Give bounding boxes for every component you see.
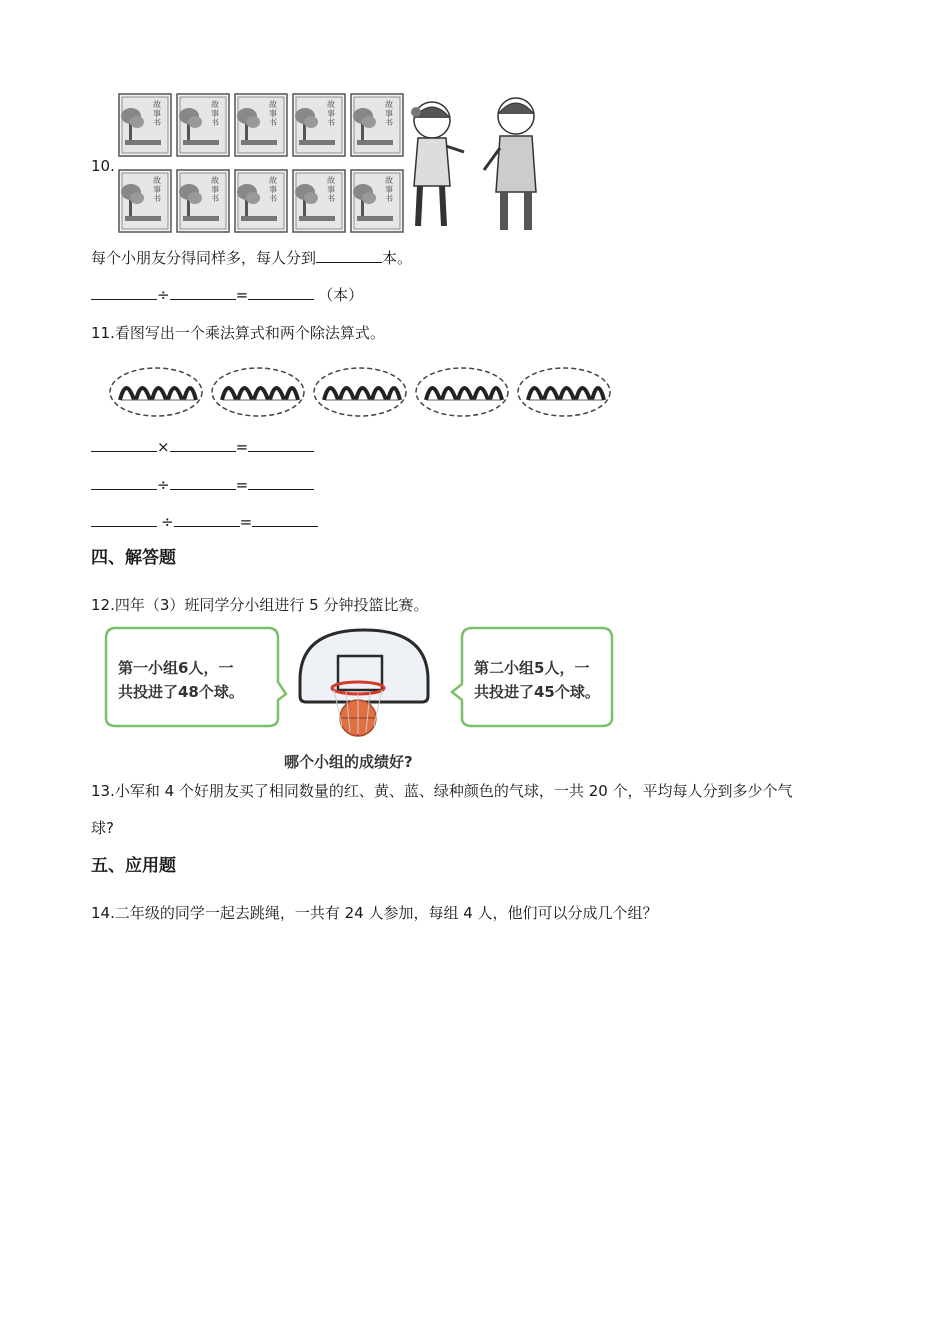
bubble-right-line1: 第二小组5人，一: [474, 659, 590, 677]
book-label: 故事书: [385, 176, 393, 203]
question-13-line2: 球?: [91, 819, 114, 837]
question-14-text: 14.二年级的同学一起去跳绳，一共有 24 人参加，每组 4 人，他们可以分成几个组？: [91, 904, 658, 922]
question-10-prefix: 每个小朋友分得同样多，每人分到: [91, 249, 317, 267]
question-10-equation: [91, 285, 363, 305]
equals-symbol: =: [239, 513, 253, 531]
book-label: 故事书: [385, 100, 393, 127]
section-4-title: 四、解答题: [91, 548, 176, 568]
basketball-illustration: [96, 622, 616, 746]
book-label: 故事书: [269, 100, 277, 127]
answer-blank[interactable]: [248, 285, 314, 300]
book-label: 故事书: [153, 176, 161, 203]
division-symbol: ÷: [157, 286, 170, 304]
question-11-text: 11.看图写出一个乘法算式和两个除法算式。: [91, 324, 385, 342]
answer-blank[interactable]: [248, 475, 314, 490]
book-label: 故事书: [327, 176, 335, 203]
unit-label: （本）: [318, 286, 364, 304]
question-13-line1: 13.小军和 4 个好朋友买了相同数量的红、黄、蓝、绿种颜色的气球，一共 20 个，平均每人分到多少个气: [91, 782, 793, 800]
question-10-suffix: 本。: [382, 249, 413, 267]
answer-blank[interactable]: [170, 437, 236, 452]
answer-blank[interactable]: [174, 512, 240, 527]
equals-symbol: =: [235, 438, 249, 456]
answer-blank[interactable]: [91, 285, 157, 300]
answer-blank[interactable]: [170, 475, 236, 490]
penguin-groups: [104, 360, 616, 426]
girl-and-boy-icon: [404, 96, 554, 236]
equals-symbol: =: [235, 476, 249, 494]
question-10-line1: [91, 248, 412, 268]
answer-blank[interactable]: [91, 475, 157, 490]
answer-blank[interactable]: [91, 512, 157, 527]
division-symbol: ÷: [157, 476, 170, 494]
bubble-left-line1: 第一小组6人，一: [118, 659, 234, 677]
bubble-right-line2: 共投进了45个球。: [474, 683, 600, 701]
book-label: 故事书: [211, 100, 219, 127]
question-10-number: 10.: [91, 157, 115, 175]
book-label: 故事书: [211, 176, 219, 203]
answer-blank[interactable]: [316, 248, 382, 263]
question-11-multiply: [91, 437, 314, 457]
multiply-symbol: ×: [157, 438, 170, 456]
storybook-grid: [117, 92, 407, 238]
children-illustration: [404, 96, 554, 240]
penguin-groups-illustration: [104, 360, 616, 422]
answer-blank[interactable]: [91, 437, 157, 452]
question-12-caption: 哪个小组的成绩好?: [284, 753, 413, 771]
section-5-title: 五、应用题: [91, 856, 176, 876]
division-symbol: ÷: [161, 513, 174, 531]
answer-blank[interactable]: [170, 285, 236, 300]
book-label: 故事书: [153, 100, 161, 127]
book-label: 故事书: [269, 176, 277, 203]
answer-blank[interactable]: [252, 512, 318, 527]
book-label: 故事书: [327, 100, 335, 127]
bubble-left-line2: 共投进了48个球。: [118, 683, 244, 701]
answer-blank[interactable]: [248, 437, 314, 452]
question-12-text: 12.四年（3）班同学分小组进行 5 分钟投篮比赛。: [91, 596, 429, 614]
equals-symbol: =: [235, 286, 249, 304]
question-11-divide-2: [91, 512, 318, 532]
question-11-divide-1: [91, 475, 314, 495]
